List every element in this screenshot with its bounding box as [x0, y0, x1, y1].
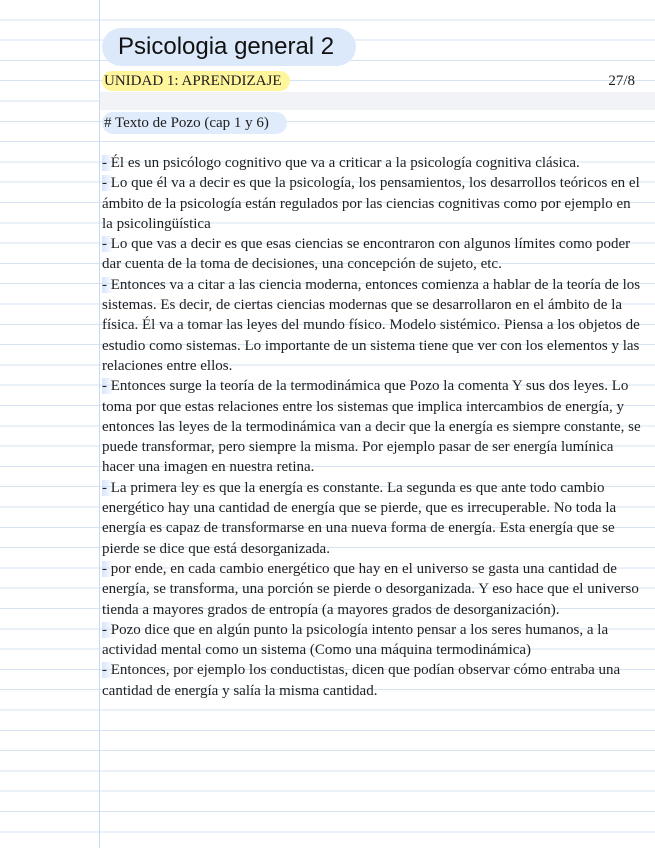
- paragraph[interactable]: [102, 376, 642, 477]
- paragraph-text: - Lo que él va a decir es que la psicología, los pensamientos, los desarrollos teóricos en el ámbito de la psicología están regulados por las ciencias cognitivas como por ejemplo en la psicolingüística: [102, 175, 640, 232]
- paragraph-text: - por ende, en cada cambio energético que hay en el universo se gasta una cantidad de energía, se transforma, una porción se pierde o desorganizada. Y eso hace que el universo tienda a mayores grados de entropía (a mayores grados de desorganización).: [102, 560, 639, 618]
- note-body[interactable]: [102, 153, 642, 701]
- paragraph[interactable]: [102, 559, 642, 620]
- paragraph[interactable]: [102, 478, 642, 559]
- paragraph-text: - Entonces, por ejemplo los conductistas, dicen que podían observar cómo entraba una cantidad de energía y salía la misma cantidad.: [102, 662, 621, 699]
- paragraph-text: - Él es un psicólogo cognitivo que va a criticar a la psicología cognitiva clásica.: [102, 155, 580, 171]
- paragraph-text: - Entonces va a citar a las ciencia moderna, entonces comienza a hablar de la teoría de los sistemas. Es decir, de ciertas ciencias modernas que se desarrollaron en el ámbito de la física. Él va a tomar las leyes del mundo físico. Modelo sistémico. Piensa a los objetos de estudio como sistemas. Lo importante de un sistema tiene que ver con los elementos y las relaciones entre ellos.: [102, 276, 641, 374]
- paragraph[interactable]: [102, 173, 642, 234]
- paragraph-text: - Pozo dice que en algún punto la psicología intento pensar a los seres humanos, a la actividad mental como un sistema (Como una máquina termodinámica): [102, 621, 609, 659]
- note-title[interactable]: Psicologia general 2: [102, 28, 356, 66]
- paragraph-text: - Entonces surge la teoría de la termodinámica que Pozo la comenta Y sus dos leyes. Lo toma por que estas relaciones entre los sistemas que implica intercambios de energía, y entonces las leyes de la termodinámica van a decir que la energía es siempre constante, se puede transformar, pero siempre la misma. Por ejemplo pasar de ser energía lumínica hacer una imagen en nuestra retina.: [102, 378, 641, 476]
- section-heading[interactable]: # Texto de Pozo (cap 1 y 6): [102, 112, 287, 134]
- paragraph[interactable]: [102, 275, 642, 376]
- paragraph[interactable]: [102, 234, 642, 275]
- section-divider: [100, 92, 655, 110]
- paragraph-text: - La primera ley es que la energía es constante. La segunda es que ante todo cambio energético hay una cantidad de energía que se pierde, que es irrecuperable. No toda la energía es capaz de transformarse en una nueva forma de energía. Esta energía que se pierde se dice que está desorganizada.: [102, 479, 617, 557]
- paragraph[interactable]: [102, 620, 642, 661]
- unit-row: [102, 71, 635, 91]
- notebook-margin-line: [99, 0, 100, 848]
- paragraph[interactable]: [102, 660, 642, 701]
- note-date[interactable]: 27/8: [608, 73, 635, 89]
- unit-label[interactable]: UNIDAD 1: APRENDIZAJE: [102, 71, 290, 91]
- paragraph-text: - Lo que vas a decir es que esas ciencias se encontraron con algunos límites como poder dar cuenta de la toma de decisiones, una concepción de sujeto, etc.: [102, 236, 631, 273]
- paragraph[interactable]: [102, 153, 642, 173]
